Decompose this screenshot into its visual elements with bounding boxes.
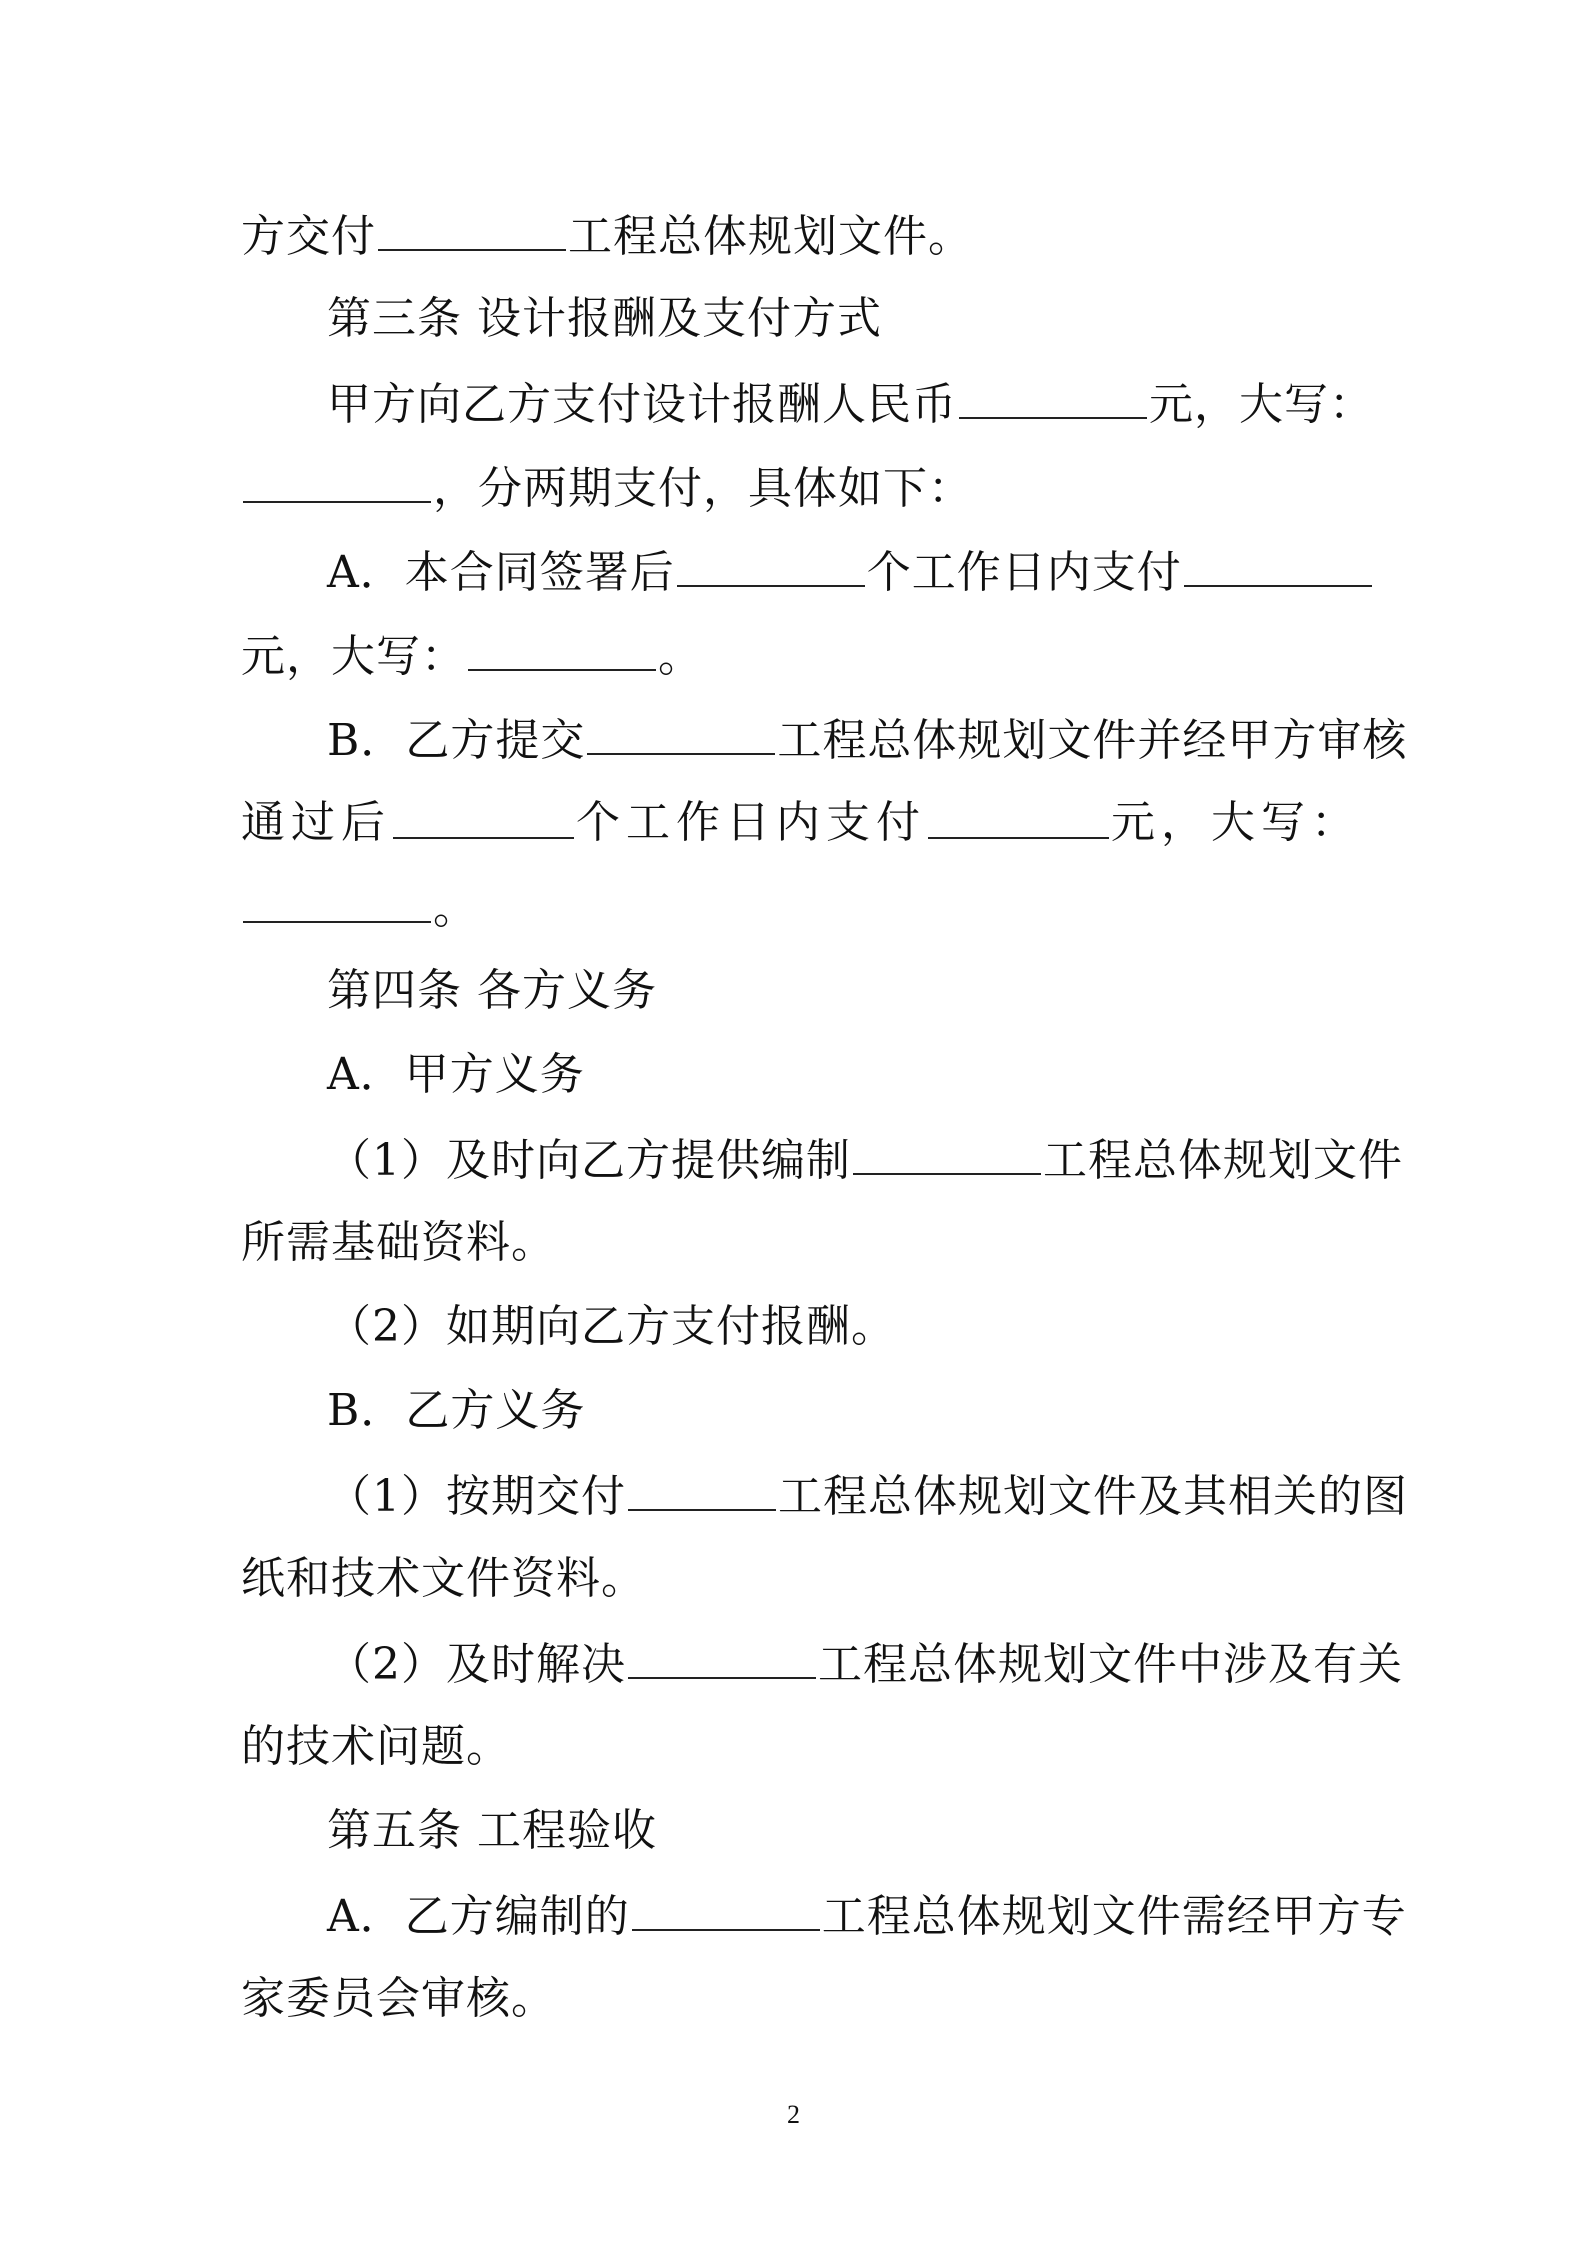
text-line	[327, 1381, 1361, 1441]
text-line	[241, 625, 1361, 685]
blank-field	[468, 625, 656, 671]
blank-field	[393, 793, 574, 839]
text-segment: 甲方向乙方支付设计报酬人民币	[327, 379, 957, 430]
blank-field	[243, 457, 431, 503]
text-segment: 元，大写：	[241, 631, 466, 682]
text-line	[327, 1465, 1408, 1525]
text-segment: 工程总体规划文件	[1043, 1135, 1403, 1186]
text-segment: 工程总体规划文件需经甲方专	[821, 1891, 1407, 1942]
article-4-heading	[327, 961, 1361, 1021]
text-segment: 纸和技术文件资料。	[241, 1553, 646, 1604]
text-segment: 个工作日内支付	[576, 797, 926, 848]
text-line	[241, 1969, 1361, 2029]
blank-field	[632, 1885, 820, 1931]
blank-field	[628, 1465, 776, 1511]
text-segment: （1）按期交付	[327, 1471, 626, 1522]
text-line	[241, 457, 1361, 517]
article-5-heading	[327, 1801, 1361, 1861]
text-segment: 。	[658, 631, 703, 682]
blank-field	[959, 373, 1147, 419]
text-segment: 所需基础资料。	[241, 1217, 556, 1268]
text-segment: A．甲方义务	[327, 1049, 585, 1100]
text-line	[241, 1717, 1361, 1777]
text-line	[241, 1213, 1361, 1273]
text-line	[327, 541, 1361, 601]
text-segment: 家委员会审核。	[241, 1973, 556, 2024]
text-segment: 。	[433, 883, 478, 934]
text-segment: （2）及时解决	[327, 1639, 626, 1690]
text-segment: 工程总体规划文件中涉及有关	[818, 1639, 1403, 1690]
heading-text: 第五条 工程验收	[327, 1805, 657, 1856]
blank-field	[587, 709, 775, 755]
text-line	[327, 1297, 1361, 1357]
text-segment: 方交付	[241, 211, 376, 262]
text-segment: （1）及时向乙方提供编制	[327, 1135, 851, 1186]
text-segment: 个工作日内支付	[866, 547, 1182, 598]
text-line	[241, 793, 1361, 853]
text-segment: A．本合同签署后	[327, 547, 675, 598]
text-line	[327, 373, 1374, 433]
blank-field	[677, 541, 865, 587]
text-line	[327, 1129, 1403, 1189]
text-segment: B．乙方提交	[327, 715, 586, 766]
text-line	[327, 1633, 1403, 1693]
blank-field	[628, 1633, 816, 1679]
text-segment: ，分两期支付，具体如下：	[433, 463, 973, 514]
text-segment: A．乙方编制的	[327, 1891, 630, 1942]
blank-field	[853, 1129, 1041, 1175]
text-segment: 通过后	[241, 797, 391, 848]
text-segment: 工程总体规划文件并经甲方审核	[777, 715, 1408, 766]
heading-text: 第四条 各方义务	[327, 965, 657, 1016]
text-segment: 元，大写：	[1111, 797, 1361, 848]
text-line	[241, 1549, 1361, 1609]
page-number: 2	[787, 2100, 800, 2129]
blank-field	[378, 205, 566, 251]
blank-field	[1184, 541, 1372, 587]
text-line	[241, 205, 1361, 265]
blank-field	[243, 877, 431, 923]
text-segment: 工程总体规划文件。	[568, 211, 973, 262]
text-line	[327, 709, 1408, 769]
text-line	[327, 1885, 1407, 1945]
blank-field	[928, 793, 1109, 839]
text-line	[241, 877, 1361, 937]
text-line	[327, 1045, 1361, 1105]
text-segment: 元，大写：	[1149, 379, 1374, 430]
text-segment: 的技术问题。	[241, 1721, 511, 1772]
heading-text: 第三条 设计报酬及支付方式	[327, 293, 882, 344]
text-segment: 工程总体规划文件及其相关的图	[778, 1471, 1408, 1522]
text-segment: B．乙方义务	[327, 1385, 586, 1436]
text-segment: （2）如期向乙方支付报酬。	[327, 1301, 896, 1352]
article-3-heading	[327, 289, 1361, 349]
